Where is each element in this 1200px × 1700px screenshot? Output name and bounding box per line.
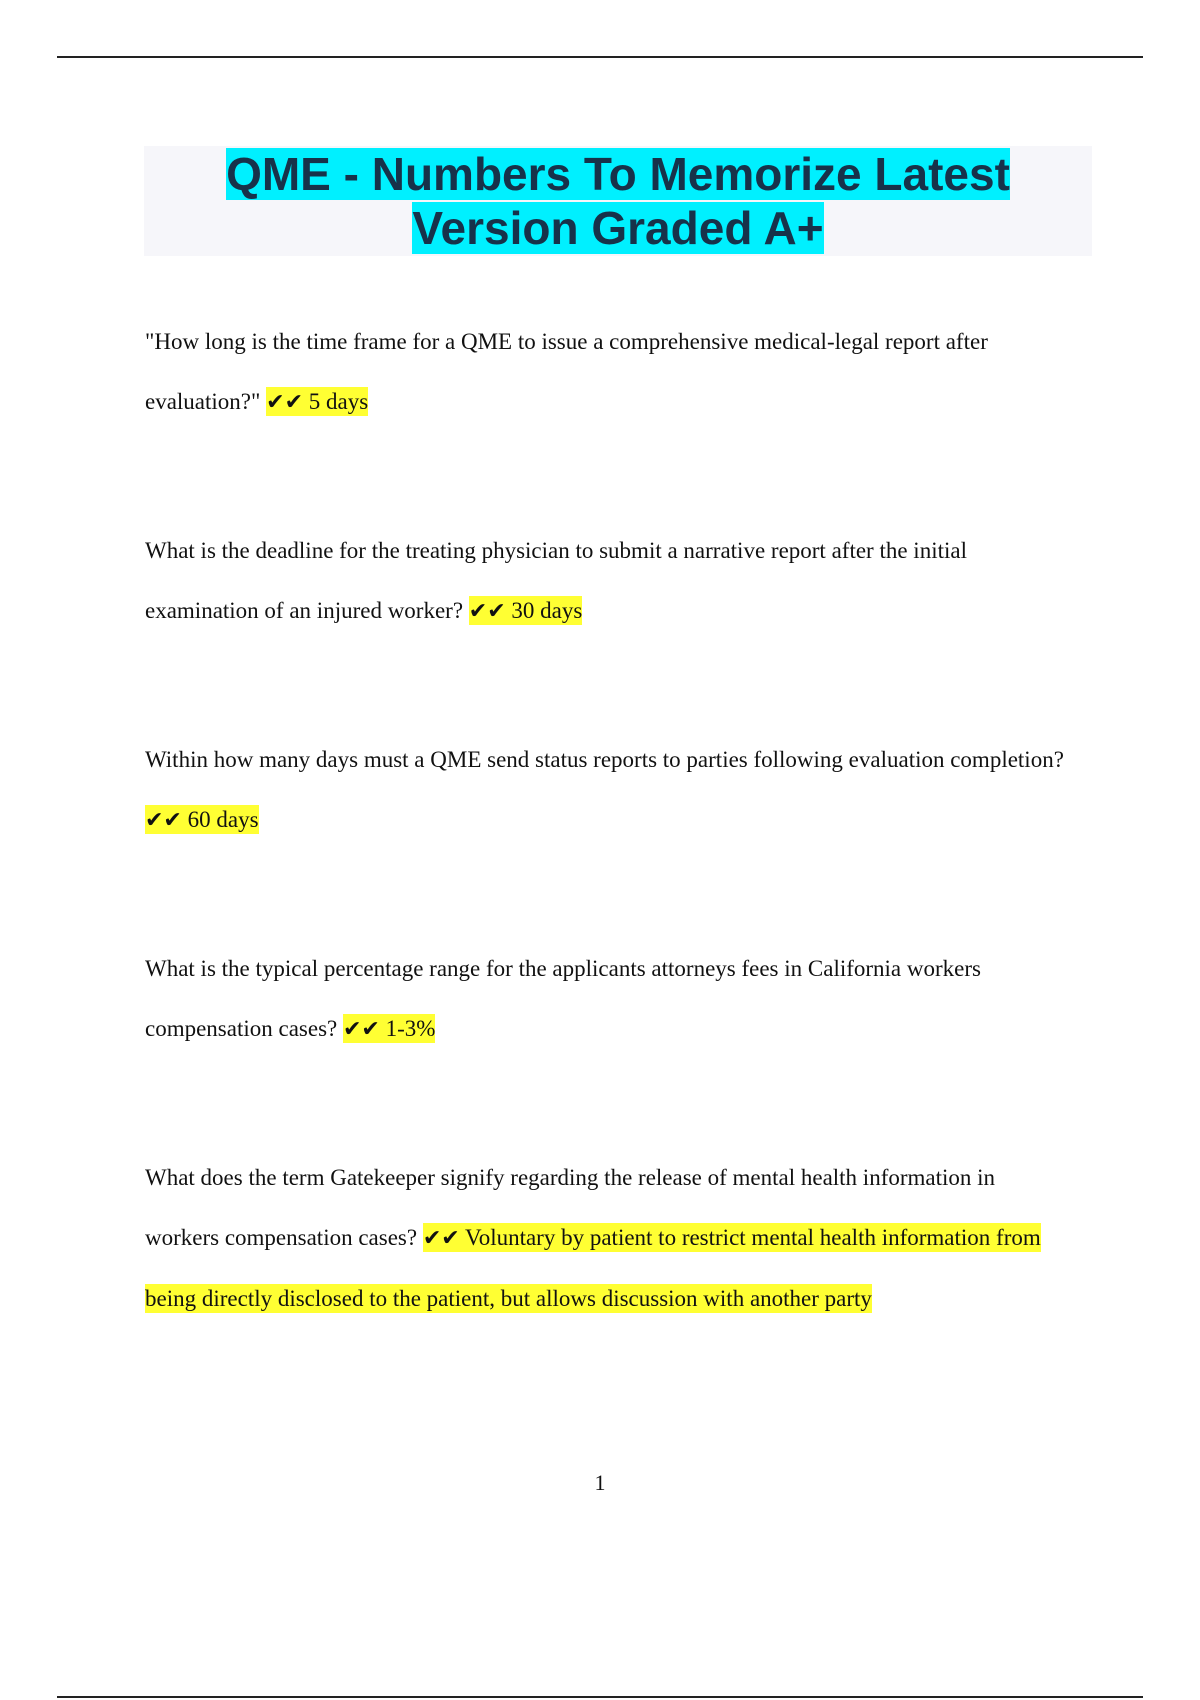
page-number: 1 — [594, 1470, 606, 1495]
double-check-icon: ✔✔ — [422, 1226, 460, 1251]
answer-highlight — [469, 596, 583, 625]
double-check-icon: ✔✔ — [468, 599, 506, 624]
answer-text: Voluntary by patient to restrict mental health information from being directly disclosed to the patient, but allows discussion with another party — [145, 1225, 1041, 1311]
page-title — [144, 147, 1092, 255]
qa-item — [145, 939, 1065, 1060]
answer-highlight — [343, 1014, 435, 1043]
answer-text: 30 days — [511, 598, 583, 623]
title-highlight: QME - Numbers To Memorize Latest Version Graded A+ — [226, 148, 1010, 254]
qa-item — [145, 1148, 1065, 1329]
answer-highlight — [266, 387, 368, 416]
qa-item — [145, 312, 1065, 433]
qa-list — [145, 312, 1065, 1329]
page-top-rule — [57, 56, 1143, 58]
title-banner — [144, 146, 1092, 256]
answer-highlight — [145, 805, 259, 834]
qa-item — [145, 730, 1065, 851]
answer-text: 60 days — [187, 807, 259, 832]
qa-item — [145, 521, 1065, 642]
question-text: What is the deadline for the treating physician to submit a narrative report after the initial examination of an injured worker? — [145, 538, 967, 623]
question-text: "How long is the time frame for a QME to issue a comprehensive medical-legal report after evaluation?" — [145, 329, 988, 414]
question-text: What is the typical percentage range for the applicants attorneys fees in California workers compensation cases? — [145, 956, 981, 1041]
question-text: What does the term Gatekeeper signify regarding the release of mental health information in workers compensation cases? — [145, 1165, 996, 1250]
answer-text: 1-3% — [385, 1016, 436, 1041]
double-check-icon: ✔✔ — [145, 808, 182, 833]
double-check-icon: ✔✔ — [266, 390, 304, 415]
page-bottom-rule — [57, 1696, 1143, 1698]
question-text: Within how many days must a QME send status reports to parties following evaluation completion? — [145, 747, 1064, 772]
double-check-icon: ✔✔ — [342, 1017, 380, 1042]
answer-text: 5 days — [308, 389, 369, 414]
